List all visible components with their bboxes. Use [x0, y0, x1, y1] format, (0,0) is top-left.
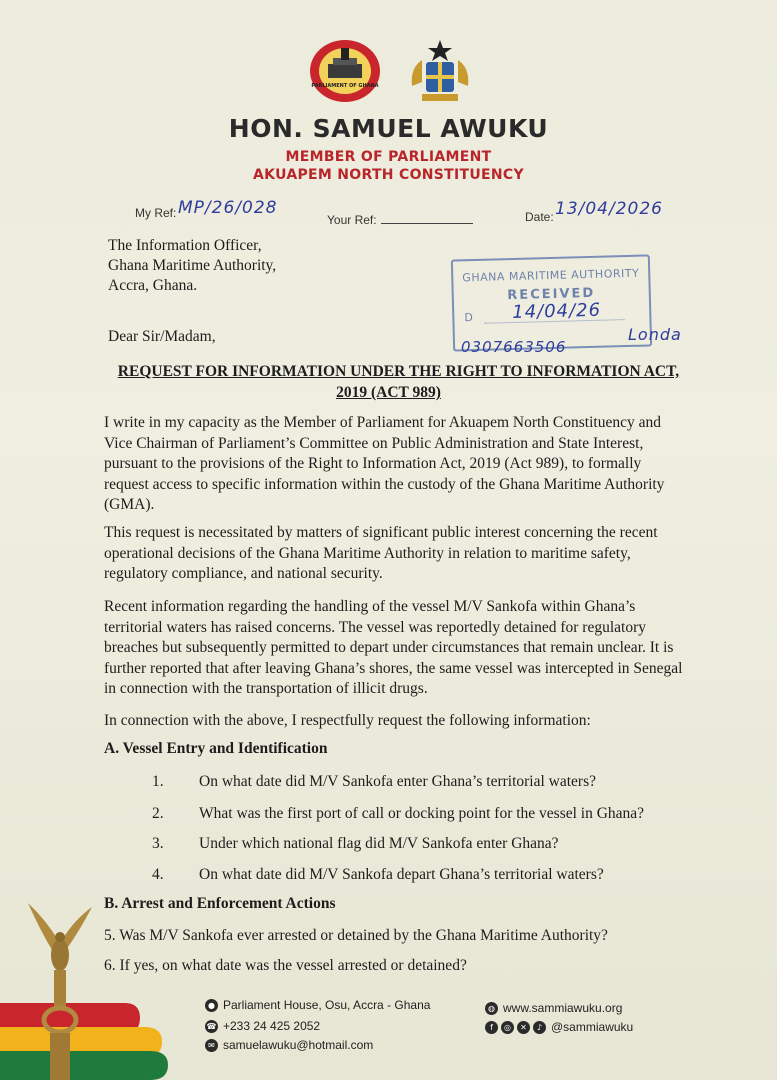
body-paragraph: I write in my capacity as the Member of Parliament for Akuapem North Constituency and Vice Chairman of Parliament’s Committee on Public Administration and State Interest, pursuant to the provisions of the Right to Information Act, 2019 (Act 989), to formally request access to specific information within the custody of the Ghana Maritime Authority (GMA). [104, 414, 665, 513]
question-text: On what date did M/V Sankofa depart Ghana’s territorial waters? [199, 866, 604, 883]
footer-phone [205, 1019, 320, 1033]
location-pin-icon: ● [205, 999, 218, 1012]
recipient-address [108, 236, 276, 296]
constituency: AKUAPEM NORTH CONSTITUENCY [253, 167, 524, 183]
footer-phone-text: +233 24 425 2052 [223, 1019, 321, 1033]
handwritten-signature: Londa [628, 325, 682, 344]
globe-icon: ◍ [485, 1002, 498, 1015]
letter-title: REQUEST FOR INFORMATION UNDER THE RIGHT TO INFORMATION ACT, [117, 363, 680, 380]
my-ref-value: MP/26/028 [178, 198, 278, 218]
question-text: Under which national flag did M/V Sankofa enter Ghana? [199, 835, 559, 852]
recipient-line: Ghana Maritime Authority, [108, 257, 277, 274]
facebook-icon: f [485, 1021, 498, 1034]
footer-social [485, 1020, 633, 1034]
footer-address [205, 998, 430, 1012]
social-icons [485, 1021, 546, 1034]
eagle-statue-icon [20, 895, 100, 1080]
recipient-line: The Information Officer, [108, 237, 262, 254]
instagram-icon: ◎ [501, 1021, 514, 1034]
date-value: 13/04/2026 [555, 199, 663, 219]
footer-email-text: samuelawuku@hotmail.com [223, 1038, 374, 1052]
section-b-heading: B. Arrest and Enforcement Actions [104, 895, 336, 912]
question-number: 2. [152, 805, 164, 822]
section-a-heading: A. Vessel Entry and Identification [104, 740, 328, 757]
salutation: Dear Sir/Madam, [108, 328, 216, 345]
mp-role: MEMBER OF PARLIAMENT [285, 149, 492, 165]
handwritten-phone: 0307663506 [461, 338, 567, 356]
footer-website-text: www.sammiawuku.org [503, 1001, 623, 1015]
parliament-seal-text: PARLIAMENT OF GHANA [311, 83, 379, 89]
parliament-seal-icon [308, 38, 382, 104]
body-paragraph: Recent information regarding the handling of the vessel M/V Sankofa within Ghana’s territorial waters has raised concerns. The vessel was reportedly detained for regulatory breaches but subsequently permitted to depart under circumstances that remain unclear. It is further reported that after leaving Ghana’s shores, the same vessel was intercepted in Senegal in connection with the transportation of illicit drugs. [104, 598, 683, 697]
question-text: On what date did M/V Sankofa enter Ghana’s territorial waters? [199, 773, 596, 790]
question-number: 4. [152, 866, 164, 883]
question-item: 5. Was M/V Sankofa ever arrested or detained by the Ghana Maritime Authority? [104, 927, 608, 944]
your-ref [327, 213, 473, 227]
footer-social-text: @sammiawuku [551, 1020, 634, 1034]
stamp-date-label: D [464, 311, 474, 325]
footer-website [485, 1001, 622, 1015]
letter-title-line2: 2019 (ACT 989) [336, 384, 441, 401]
coat-of-arms-icon [400, 38, 480, 104]
stamp-date-value: 14/04/26 [511, 299, 602, 324]
stamp-status: RECEIVED [507, 285, 596, 304]
body-paragraph: In connection with the above, I respectfully request the following information: [104, 712, 591, 729]
letterhead-logos [300, 38, 490, 108]
x-icon: ✕ [517, 1021, 530, 1034]
date-label: Date: [525, 210, 554, 224]
footer-email [205, 1038, 373, 1052]
question-text: What was the first port of call or docking point for the vessel in Ghana? [199, 805, 645, 822]
recipient-line: Accra, Ghana. [108, 277, 198, 294]
mp-name: HON. SAMUEL AWUKU [228, 114, 549, 143]
phone-icon: ☎ [206, 1021, 217, 1031]
stamp-org: GHANA MARITIME AUTHORITY [462, 266, 640, 285]
body-paragraph: This request is necessitated by matters of significant public interest concerning the recent operational decisions of the Ghana Maritime Authority in relation to maritime safety, regulatory compliance, and national security. [104, 524, 658, 582]
question-number: 3. [152, 835, 164, 852]
tiktok-icon: ♪ [533, 1021, 546, 1034]
envelope-icon: ✉ [205, 1039, 218, 1052]
your-ref-blank [381, 213, 473, 224]
question-number: 1. [152, 773, 164, 790]
my-ref-label: My Ref: [135, 206, 177, 220]
question-item: 6. If yes, on what date was the vessel arrested or detained? [104, 957, 467, 974]
your-ref-label: Your Ref: [327, 213, 377, 227]
received-stamp [451, 254, 652, 351]
footer-address-text: Parliament House, Osu, Accra - Ghana [223, 998, 431, 1012]
